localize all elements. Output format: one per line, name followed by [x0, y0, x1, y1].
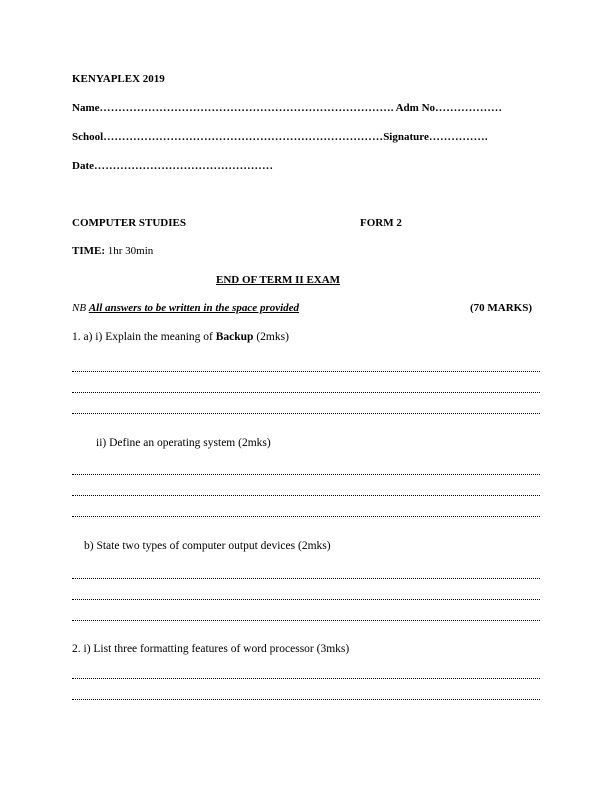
answer-line[interactable] [72, 392, 540, 393]
school-field[interactable] [72, 131, 488, 143]
answer-line[interactable] [72, 620, 540, 621]
date-dots: ………………………………………… [94, 160, 274, 172]
exam-title: END OF TERM II EXAM [216, 274, 341, 286]
question-text: Explain the meaning of [105, 331, 213, 343]
instructions-text: All answers to be written in the space provided [88, 302, 300, 314]
time-line [72, 245, 153, 257]
answer-line[interactable] [72, 599, 540, 600]
question-1a-ii [96, 437, 271, 449]
answer-line[interactable] [72, 495, 540, 496]
answer-line[interactable] [72, 678, 540, 679]
form-label: FORM 2 [360, 217, 402, 229]
question-1a-i [72, 331, 289, 343]
answer-line[interactable] [72, 516, 540, 517]
question-number: 1. a) i) [72, 331, 103, 343]
answer-line[interactable] [72, 371, 540, 372]
time-value: 1hr 30min [107, 245, 154, 257]
question-1b [84, 540, 331, 552]
school-header: KENYAPLEX 2019 [72, 73, 165, 85]
question-keyword: Backup [215, 331, 254, 343]
instructions-line [72, 302, 299, 314]
answer-line[interactable] [72, 699, 540, 700]
question-text: List three formatting features of word processor (3mks) [93, 643, 350, 655]
answer-line[interactable] [72, 474, 540, 475]
name-field[interactable]: Name……………………………………………………………………. Adm No……………… [72, 102, 503, 114]
question-2-i [72, 643, 349, 655]
subject-title: COMPUTER STUDIES [72, 217, 186, 229]
time-label: TIME: [72, 245, 105, 257]
answer-line[interactable] [72, 413, 540, 414]
adm-dots: ……………… [435, 102, 503, 114]
signature-label: Signature [383, 131, 429, 143]
question-number: 2. i) [72, 643, 91, 655]
total-marks: (70 MARKS) [470, 302, 533, 314]
name-label: Name [72, 102, 100, 114]
question-number: ii) [96, 437, 107, 449]
question-text: State two types of computer output devices (2mks) [96, 540, 331, 552]
school-dots: ………………………………………………………………… [103, 131, 384, 143]
question-number: b) [84, 540, 94, 552]
date-label: Date [72, 160, 94, 172]
date-field[interactable] [72, 160, 273, 172]
adm-label: Adm No [395, 102, 436, 114]
signature-dots: ……………. [428, 131, 488, 143]
nb-prefix: NB [72, 302, 87, 314]
name-dots: …………………………………………………………………… [99, 102, 391, 114]
school-label: School [72, 131, 104, 143]
question-text: Define an operating system (2mks) [109, 437, 271, 449]
answer-line[interactable] [72, 578, 540, 579]
question-marks: (2mks) [256, 331, 289, 343]
